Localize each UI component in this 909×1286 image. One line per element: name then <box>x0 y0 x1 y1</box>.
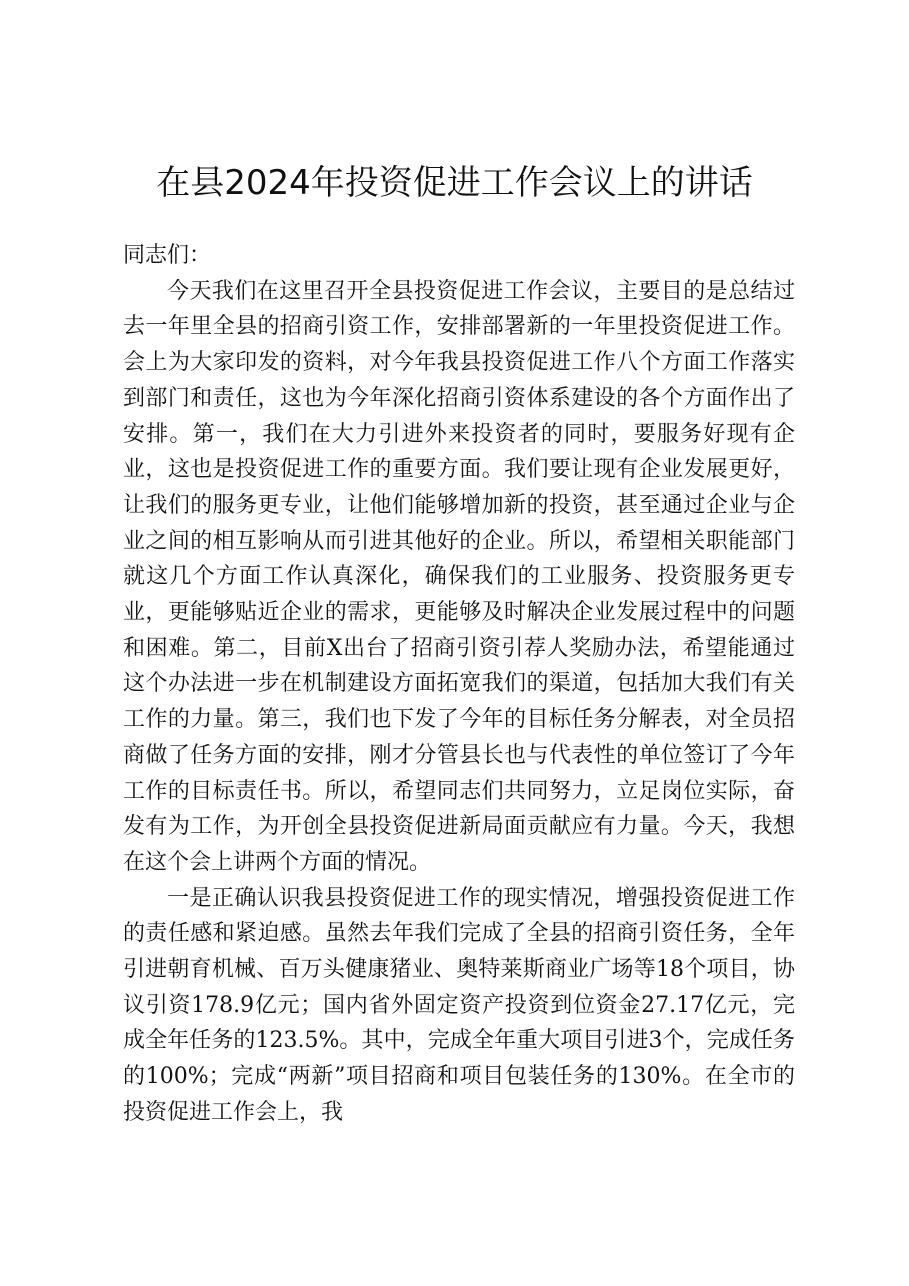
paragraph-2: 一是正确认识我县投资促进工作的现实情况，增强投资促进工作的责任感和紧迫感。虽然去年我们完成了全县的招商引资任务，全年引进朝育机械、百万头健康猪业、奥特莱斯商业广场等18个项目，协议引资178.9亿元；国内省外固定资产投资到位资金27.17亿元，完成全年任务的123.5%。其中，完成全年重大项目引进3个，完成任务的100%；完成“两新”项目招商和项目包装任务的130%。在全市的投资促进工作会上，我 <box>123 885 795 1125</box>
paragraph-1: 今天我们在这里召开全县投资促进工作会议，主要目的是总结过去一年里全县的招商引资工作，安排部署新的一年里投资促进工作。会上为大家印发的资料，对今年我县投资促进工作八个方面工作落实到部门和责任，这也为今年深化招商引资体系建设的各个方面作出了安排。第一，我们在大力引进外来投资者的同时，要服务好现有企业，这也是投资促进工作的重要方面。我们要让现有企业发展更好，让我们的服务更专业，让他们能够增加新的投资，甚至通过企业与企业之间的相互影响从而引进其他好的企业。所以，希望相关职能部门就这几个方面工作认真深化，确保我们的工业服务、投资服务更专业，更能够贴近企业的需求，更能够及时解决企业发展过程中的问题和困难。第二，目前X出台了招商引资引荐人奖励办法，希望能通过这个办法进一步在机制建设方面拓宽我们的渠道，包括加大我们有关工作的力量。第三，我们也下发了今年的目标任务分解表，对全员招商做了任务方面的安排，刚才分管县长也与代表性的单位签订了今年工作的目标责任书。所以，希望同志们共同努力，立足岗位实际，奋发有为工作，为开创全县投资促进新局面贡献应有力量。今天，我想在这个会上讲两个方面的情况。 <box>123 278 795 875</box>
document-body <box>123 238 795 1131</box>
salutation: 同志们： <box>123 243 212 268</box>
document-title: 在县2024年投资促进工作会议上的讲话 <box>156 163 753 203</box>
